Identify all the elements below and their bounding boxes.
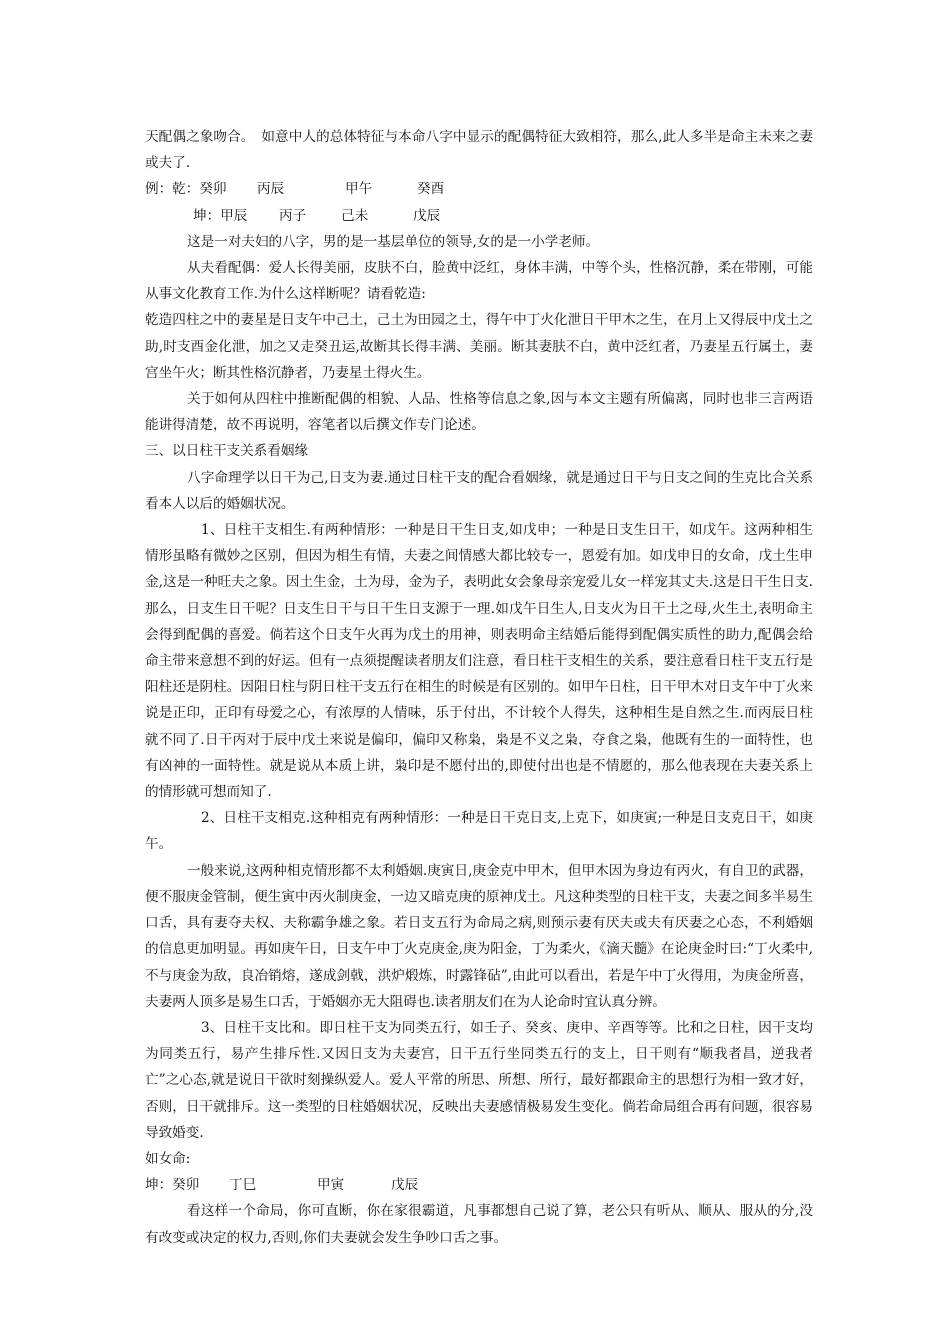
paragraph-generation: 1、日柱干支相生.有两种情形：一种是日干生日支,如戊申；一种是日支生日干，如戊午。这两种相生情形虽略有微妙之区别，但因为相生有情，夫妻之间情感大都比较专一，恩爱有加。如戊申日的女命，戊土生申金,这是一种旺夫之象。因土生金，土为母，金为子，表明此女会象母亲宠爱儿女一样宠其丈夫.这是日干生日支.那么，日支生日干呢？日支生日干与日干生日支源于一理.如戊午日生人,日支火为日干土之母,火生土,表明命主会得到配偶的喜爱。倘若这个日支午火再为戊土的用神，则表明命主结婚后能得到配偶实质性的助力,配偶会给命主带来意想不到的好运。但有一点须提醒读者朋友们注意，看日柱干支相生的关系，要注意看日柱干支五行是阳柱还是阴柱。因阳日柱与阴日柱干支五行在相生的时候是有区别的。如甲午日柱，日干甲木对日支午中丁火来说是正印，正印有母爱之心，有浓厚的人情味，乐于付出，不计较个人得失，这种相生是自然之生.而丙辰日柱就不同了.日干丙对于辰中戊土来说是偏印，偏印又称枭，枭是不义之枭，夺食之枭，他既有生的一面特性，也有凶神的一面特性。就是说从本质上讲，枭印是不愿付出的,即使付出也是不情愿的，那么他表现在夫妻关系上的情形就可想而知了. <box>145 522 813 801</box>
paragraph-conclusion: 看这样一个命局，你可直断，你在家很霸道，凡事都想自己说了算，老公只有听从、顺从、服从的分,没有改变或决定的权力,否则,你们夫妻就会发生争吵口舌之事。 <box>145 1203 813 1246</box>
paragraph-intro: 天配偶之象吻合。 如意中人的总体特征与本命八字中显示的配偶特征大致相符，那么,此人多半是命主未来之妻或夫了. <box>145 129 813 172</box>
example-kun-pillars <box>145 203 813 229</box>
section-heading-3: 三、以日柱干支关系看姻缘 <box>145 443 309 460</box>
paragraph-spouse-view: 从夫看配偶：爱人长得美丽，皮肤不白，脸黄中泛红，身体丰满，中等个头，性格沉静，柔在带刚，可能从事文化教育工作.为什么这样断呢？请看乾造: <box>145 260 813 303</box>
paragraph-female-example: 如女命: <box>145 1150 191 1167</box>
paragraph-couple: 这是一对夫妇的八字，男的是一基层单位的领导,女的是一小学老师。 <box>187 233 600 250</box>
kun-pillar-hour: 戊辰 <box>413 207 441 224</box>
paragraph-theory: 八字命理学以日干为己,日支为妻.通过日柱干支的配合看姻缘，就是通过日干与日支之间的生克比合关系看本人以后的婚姻状况。 <box>145 469 813 512</box>
qian-pillar-day: 甲午 <box>345 181 373 198</box>
paragraph-note: 关于如何从四柱中推断配偶的相貌、人品、性格等信息之象,因与本文主题有所偏离，同时也非三言两语能讲得清楚，故不再说明，容笔者以后撰文作专门论述。 <box>145 391 813 434</box>
paragraph-restraint-detail: 一般来说,这两种相克情形都不太利婚姻.庚寅日,庚金克中甲木，但甲木因为身边有丙火，有自卫的武器，便不服庚金管制，便生寅中丙火制庚金，一边又暗克庚的原神戊土。凡这种类型的日柱干支，夫妻之间多半易生口舌，具有妻夺夫权、夫称霸争雄之象。若日支五行为命局之病,则预示妻有厌夫或夫有厌妻之心态，不利婚姻的信息更加明显。再如庚午日，日支午中丁火克庚金,庚为阳金，丁为柔火，《滴天髓》在论庚金时曰:“丁火柔中,不与庚金为敌，良冶销熔，遂成剑戟，洪炉煅炼，时露锋砧”,由此可以看出，若是午中丁火得用，为庚金所喜，夫妻两人顶多是易生口舌，于婚姻亦无大阻碍也.读者朋友们在为人论命时宜认真分辨。 <box>145 862 813 1010</box>
kun-pillar-day: 己未 <box>341 207 369 224</box>
qian-pillar-hour: 癸酉 <box>417 181 445 198</box>
paragraph-harmony: 3、日柱干支比和。即日柱干支为同类五行，如壬子、癸亥、庚申、辛酉等等。比和之日柱，因干支均为同类五行，易产生排斥性.又因日支为夫妻宫，日干五行坐同类五行的支上，日干则有“顺我者昌，逆我者亡”之心态,就是说日干欲时刻操纵爱人。爱人平常的所思、所想、所行，最好都跟命主的思想行为相一致才好，否则，日干就排斥。这一类型的日柱婚姻状况，反映出夫妻感情极易发生变化。倘若命局组合再有问题，很容易导致婚变. <box>145 1019 813 1141</box>
kun-pillar-month: 丙子 <box>279 207 307 224</box>
kun2-pillar-day: 甲寅 <box>317 1177 345 1194</box>
example2-kun-pillars <box>145 1172 813 1198</box>
example-qian-pillars <box>145 176 813 202</box>
paragraph-qian-analysis: 乾造四柱之中的妻星是日支午中己土，己土为田园之土，得午中丁火化泄日干甲木之生，在月上又得辰中戊土之助,时支酉金化泄，加之又走癸丑运,故断其长得丰满、美丽。断其妻肤不白，黄中泛红者，乃妻星五行属土，妻宫坐午火；断其性格沉静者，乃妻星土得火生。 <box>145 312 813 381</box>
paragraph-restraint: 2、日柱干支相克.这种相克有两种情形：一种是日干克日支,上克下，如庚寅;一种是日支克日干，如庚午。 <box>145 810 813 853</box>
qian-pillar-year: 例：乾：癸卯 <box>145 181 227 198</box>
kun2-pillar-month: 丁巳 <box>229 1177 257 1194</box>
document-page <box>145 124 813 1251</box>
kun2-pillar-hour: 戊辰 <box>391 1177 419 1194</box>
kun-pillar-year: 坤：甲辰 <box>193 207 248 224</box>
kun2-pillar-year: 坤：癸卯 <box>145 1177 200 1194</box>
qian-pillar-month: 丙辰 <box>257 181 285 198</box>
